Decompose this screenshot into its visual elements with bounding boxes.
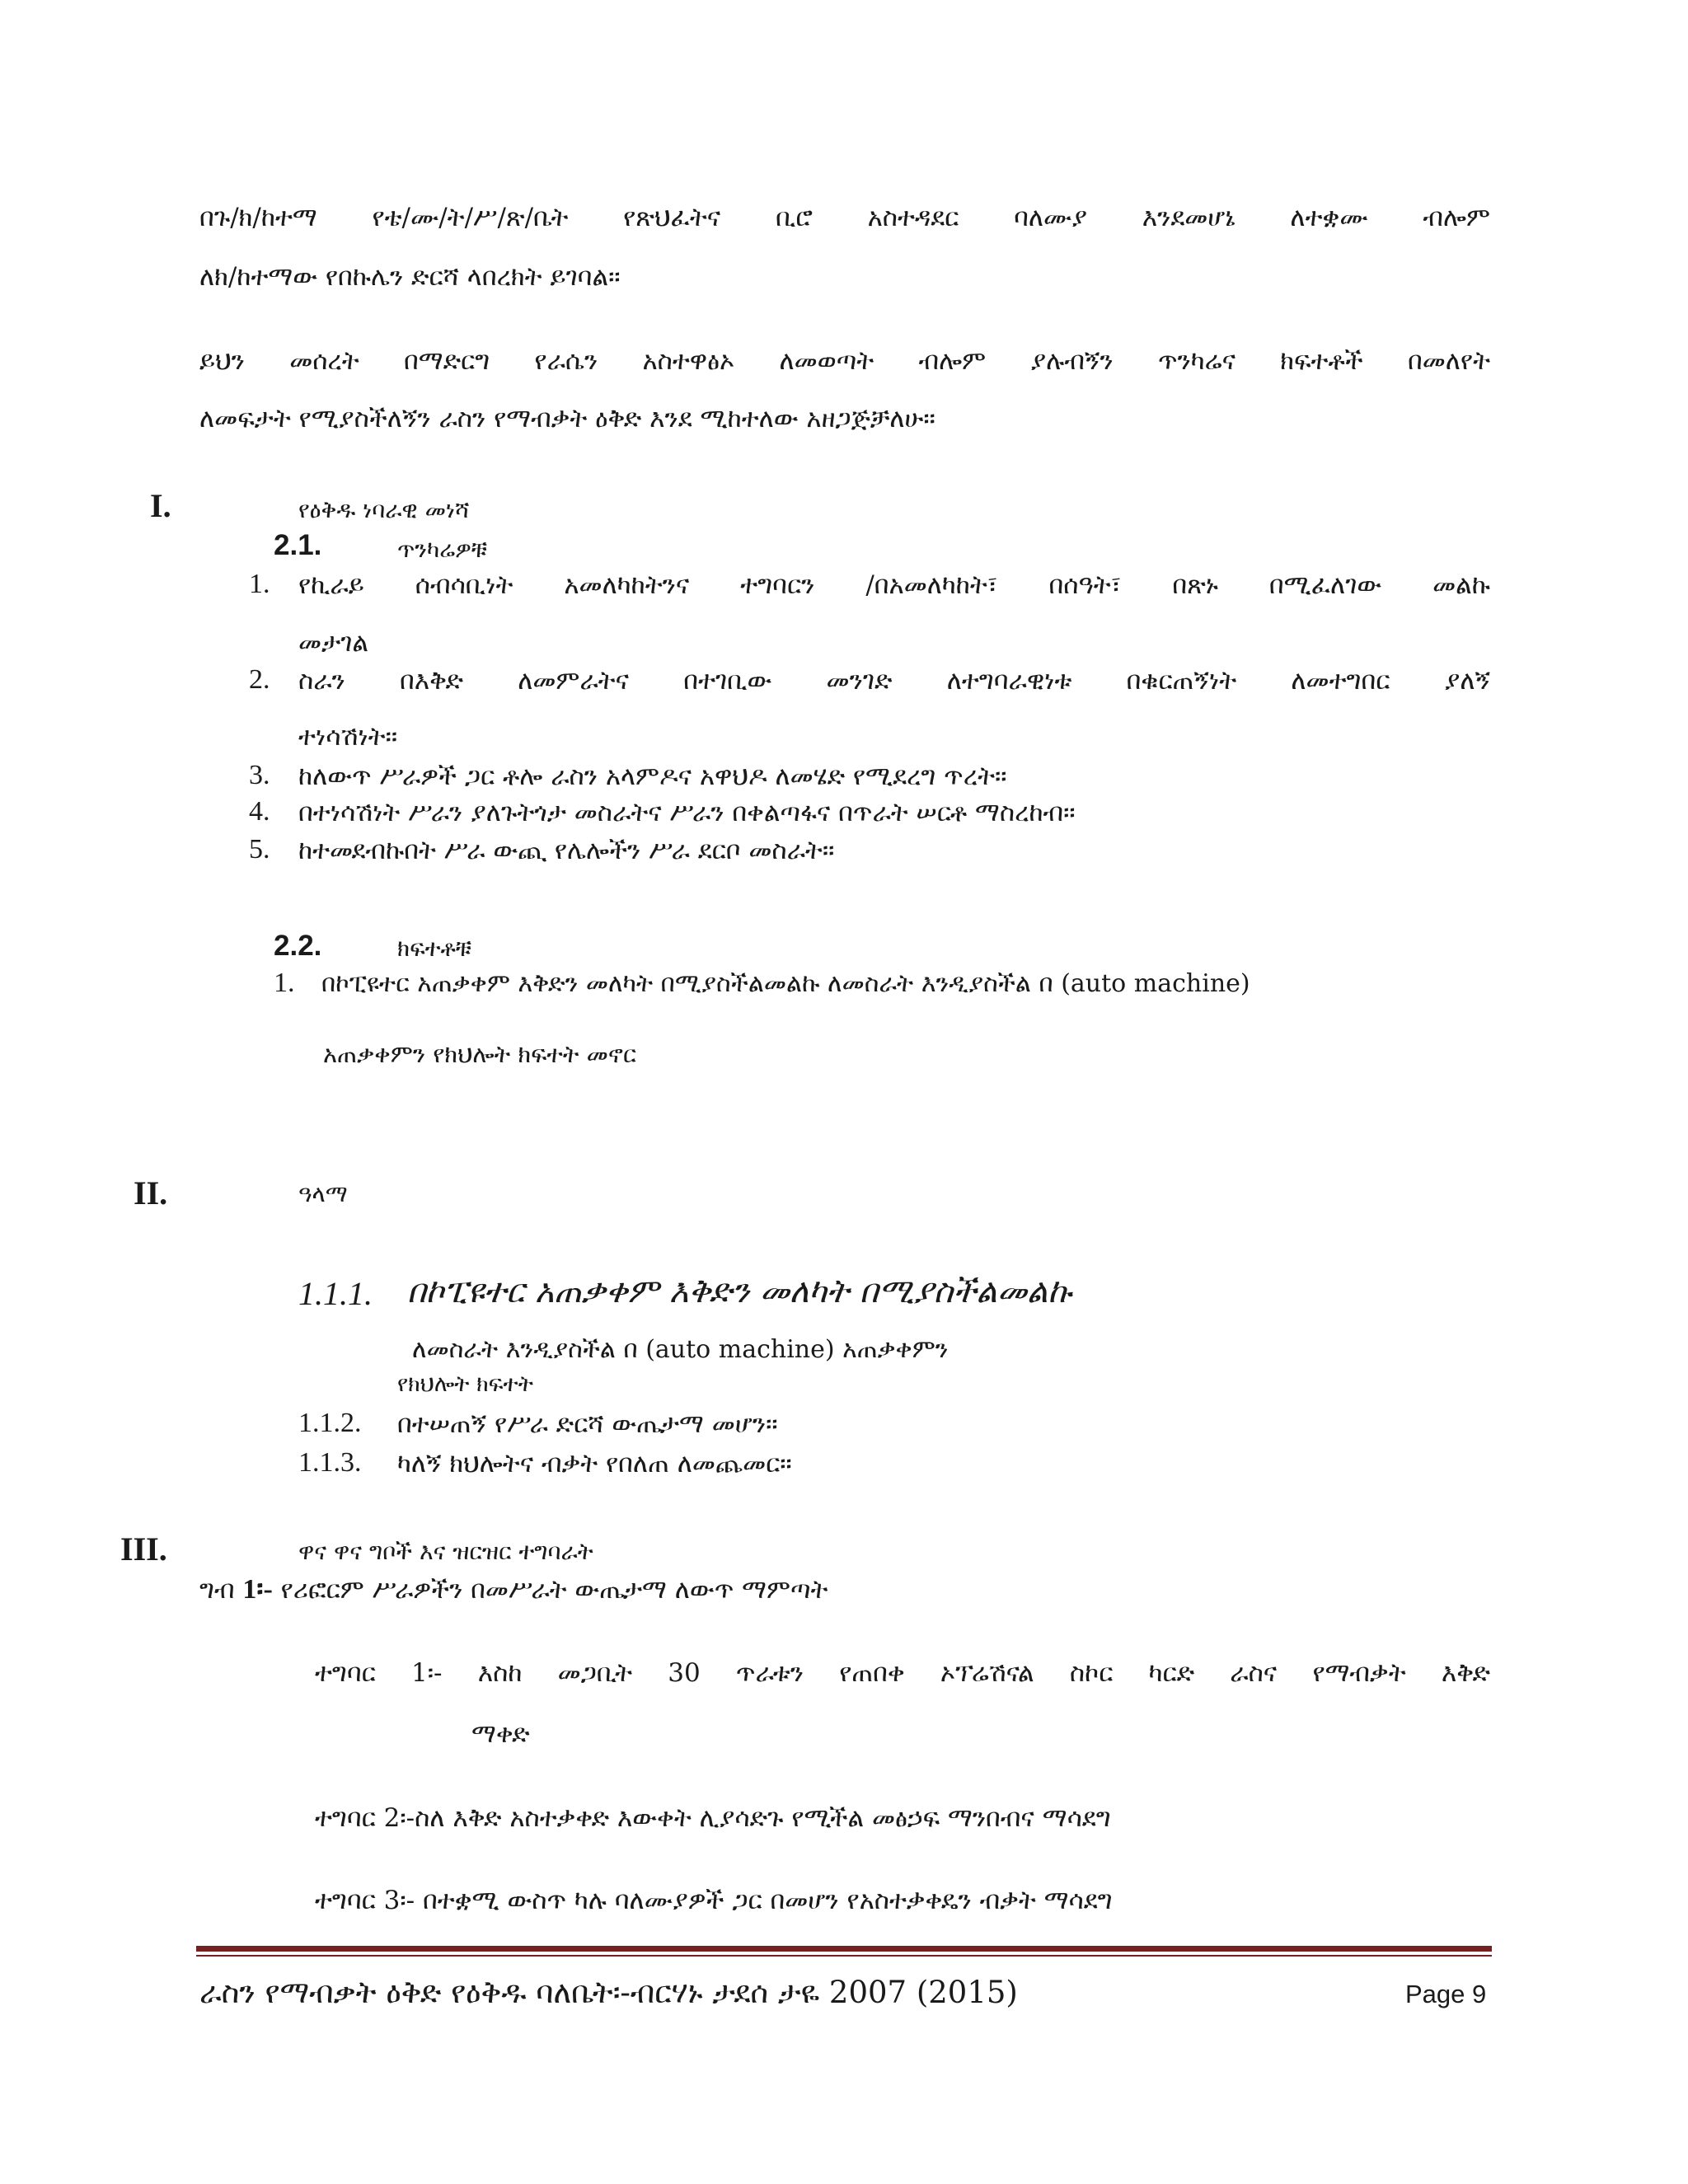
intro-paragraph-1-line-2: ለክ/ከተማው የበኩሌን ድርሻ ላበረክት ይገባል።	[199, 262, 621, 292]
section-3-numeral: III.	[120, 1530, 167, 1568]
subsection-2-2-number: 2.2.	[274, 930, 322, 962]
subsection-2-1-title: ጥንካሬዎቹ	[397, 536, 488, 563]
footer-title: ራስን የማብቃት ዕቅድ የዕቅዱ ባለቤት፡-ብርሃኑ ታደሰ ታዬ 2007 (2015)	[199, 1975, 1018, 2010]
strength-item-2-number: 2.	[249, 664, 270, 695]
footer-rule-thin	[196, 1955, 1492, 1957]
strength-item-2-line-2: ተነሳሽነት።	[298, 722, 398, 752]
strength-item-1-line-2: መታገል	[298, 628, 369, 658]
section-3-title: ዋና ዋና ግቦች እና ዝርዝር ተግባራት	[298, 1538, 593, 1565]
strength-item-5-number: 5.	[249, 834, 270, 865]
gap-item-1-line-2: አጠቃቀምን የክህሎት ክፍተት መኖር	[323, 1040, 636, 1068]
strength-item-5-text: ከተመደብኩበት ሥራ ውጪ የሌሎችን ሥራ ደርቦ መስራት።	[298, 836, 835, 865]
task-3-text: ተግባር 3፡- በተቋሚ ውስጥ ካሉ ባለሙያዎች ጋር በመሆን የአስተቃቀዴን ብቃት ማሳደግ	[315, 1886, 1113, 1915]
section-1-numeral: I.	[150, 487, 171, 524]
strength-item-4-text: በተነሳሽነት ሥራን ያለጉትጎታ መስራትና ሥራን በቀልጣፋና በጥራት ሠርቶ ማስረከብ።	[298, 798, 1076, 827]
gap-item-1-line-1: በኮፒዩተር አጠቃቀም እቅድን መለካት በሚያስችልመልኩ ለመስራት እንዲያስችል በ (auto machine)	[321, 969, 1250, 998]
goal-1-prefix: ግብ	[199, 1575, 243, 1605]
strength-item-4-number: 4.	[249, 796, 270, 827]
strength-item-3-number: 3.	[249, 760, 270, 790]
goal-1-line	[199, 1574, 828, 1605]
subsection-2-2-title: ክፍተቶቹ	[397, 935, 472, 962]
intro-paragraph-2-line-2: ለመፍታት የሚያስችለኝን ራስን የማብቃት ዕቅድ እንደ ሚከተለው አዘጋጅቻለሁ።	[199, 404, 935, 434]
strength-item-1-line-1: የኪራይ ሰብሳቢነት አመለካከትንና ተግባርን /በአመለካከት፣ በሰዓት፣ በጽኑ በሚፈለገው መልኩ	[298, 570, 1490, 600]
goal-heading-line-3: የክህሎት ክፍተት	[397, 1371, 533, 1397]
goal-1-number: 1፡-	[242, 1574, 273, 1605]
page-number: Page 9	[1405, 1980, 1487, 2008]
section-1-title: የዕቅዱ ነባራዊ መነሻ	[298, 496, 470, 523]
footer-rule-thick	[196, 1946, 1492, 1952]
objective-item-3-text: ካለኝ ክህሎትና ብቃት የበለጠ ለመጨመር።	[397, 1449, 792, 1479]
task-2-text: ተግባር 2፡-ስለ እቅድ አስተቃቀድ እውቀት ሊያሳድጉ የሚችል መፅኃፍ ማንበብና ማሳደግ	[315, 1803, 1111, 1833]
section-2-title: ዓላማ	[298, 1180, 348, 1207]
objective-item-2-number: 1.1.2.	[298, 1408, 362, 1438]
task-1-line-1: ተግባር 1፡- እስከ መጋቢት 30 ጥራቱን የጠበቀ ኦፕሬሽናል ስኮር ካርድ ራስና የማብቃት እቅድ	[315, 1658, 1490, 1688]
intro-paragraph-1-line-1: በጉ/ክ/ከተማ የቴ/ሙ/ት/ሥ/ጽ/ቤት የጽህፈትና ቢሮ አስተዳደር ባለሙያ እንደመሆኔ ለተቋሙ ብሎም	[199, 203, 1490, 232]
subsection-2-1-number: 2.1.	[274, 529, 322, 561]
goal-heading-number: 1.1.1.	[298, 1275, 373, 1312]
goal-heading-text: በኮፒዩተር አጠቃቀም እቅድን መለካት በሚያስችልመልኩ	[407, 1272, 1071, 1310]
objective-item-2-text: በተሠጠኝ የሥራ ድርሻ ውጤታማ መሆን።	[397, 1409, 778, 1439]
task-1-line-2: ማቀድ	[471, 1719, 530, 1749]
gap-item-1-number: 1.	[274, 968, 295, 998]
strength-item-1-number: 1.	[249, 569, 270, 599]
objective-item-3-number: 1.1.3.	[298, 1447, 362, 1478]
intro-paragraph-2-line-1: ይህን መሰረት በማድርግ የራሴን አስተዋፅኦ ለመወጣት ብሎም ያሉብኝን ጥንካሬና ክፍተቶች በመለየት	[199, 346, 1490, 376]
section-2-numeral: II.	[134, 1174, 168, 1212]
strength-item-3-text: ከለውጥ ሥራዎች ጋር ቶሎ ራስን አላምዶና አዋህዶ ለመሄድ የሚደረግ ጥረት።	[298, 762, 1007, 791]
strength-item-2-line-1: ስራን በእቅድ ለመምራትና በተገቢው መንገድ ለተግባራዊነቱ በቁርጠኝነት ለመተግበር ያለኝ	[298, 666, 1490, 696]
goal-1-text: የሪፎርም ሥራዎችን በመሥራት ውጤታማ ለውጥ ማምጣት	[272, 1575, 828, 1605]
goal-heading-line-2: ለመስራት እንዲያስችል በ (auto machine) አጠቃቀምን	[412, 1335, 949, 1364]
